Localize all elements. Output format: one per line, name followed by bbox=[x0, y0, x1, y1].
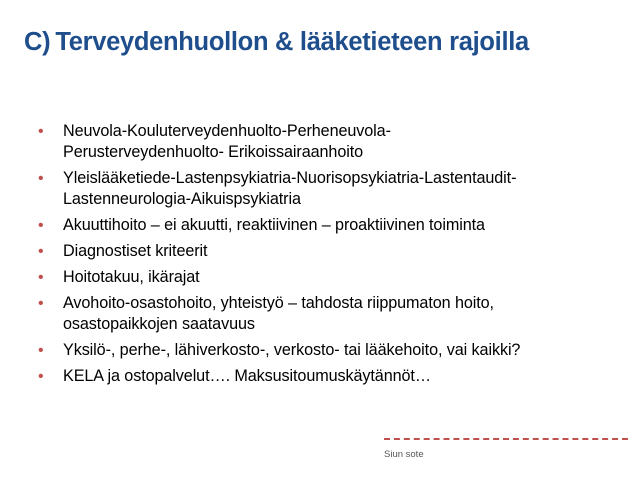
bullet-dot: • bbox=[38, 269, 44, 286]
bullet-item bbox=[38, 340, 628, 361]
bullet-dot: • bbox=[38, 123, 44, 140]
bullet-line: osastopaikkojen saatavuus bbox=[63, 315, 255, 333]
bullet-item bbox=[38, 293, 628, 335]
bullet-item bbox=[38, 366, 628, 387]
bullet-line: KELA ja ostopalvelut…. Maksusitoumuskäytännöt… bbox=[63, 367, 431, 385]
bullet-item bbox=[38, 121, 628, 163]
bullet-dot: • bbox=[38, 368, 44, 385]
slide-title-prefix: C) bbox=[24, 28, 51, 56]
bullet-dot: • bbox=[38, 295, 44, 312]
bullet-line: Akuuttihoito – ei akuutti, reaktiivinen – proaktiivinen toiminta bbox=[63, 216, 485, 234]
bullet-item bbox=[38, 241, 628, 262]
bullet-dot: • bbox=[38, 217, 44, 234]
bullet-line: Neuvola-Kouluterveydenhuolto-Perheneuvola- bbox=[63, 122, 391, 140]
bullet-line: Yksilö-, perhe-, lähiverkosto-, verkosto- tai lääkehoito, vai kaikki? bbox=[63, 341, 521, 359]
bullet-line: Yleislääketiede-Lastenpsykiatria-Nuorisopsykiatria-Lastentaudit- bbox=[63, 169, 517, 187]
slide-title bbox=[24, 28, 624, 57]
bullet-line: Hoitotakuu, ikärajat bbox=[63, 268, 200, 286]
footer-divider bbox=[384, 438, 628, 440]
slide-title-text: Terveydenhuollon & lääketieteen rajoilla bbox=[55, 28, 529, 56]
bullet-item bbox=[38, 215, 628, 236]
bullet-list bbox=[38, 121, 628, 392]
bullet-item bbox=[38, 267, 628, 288]
bullet-line: Avohoito-osastohoito, yhteistyö – tahdosta riippumaton hoito, bbox=[63, 294, 494, 312]
bullet-dot: • bbox=[38, 170, 44, 187]
bullet-line: Diagnostiset kriteerit bbox=[63, 242, 208, 260]
bullet-item bbox=[38, 168, 628, 210]
footer-text: Siun sote bbox=[384, 449, 424, 460]
bullet-line: Perusterveydenhuolto- Erikoissairaanhoito bbox=[63, 143, 364, 161]
bullet-line: Lastenneurologia-Aikuispsykiatria bbox=[63, 190, 301, 208]
bullet-dot: • bbox=[38, 243, 44, 260]
bullet-dot: • bbox=[38, 342, 44, 359]
